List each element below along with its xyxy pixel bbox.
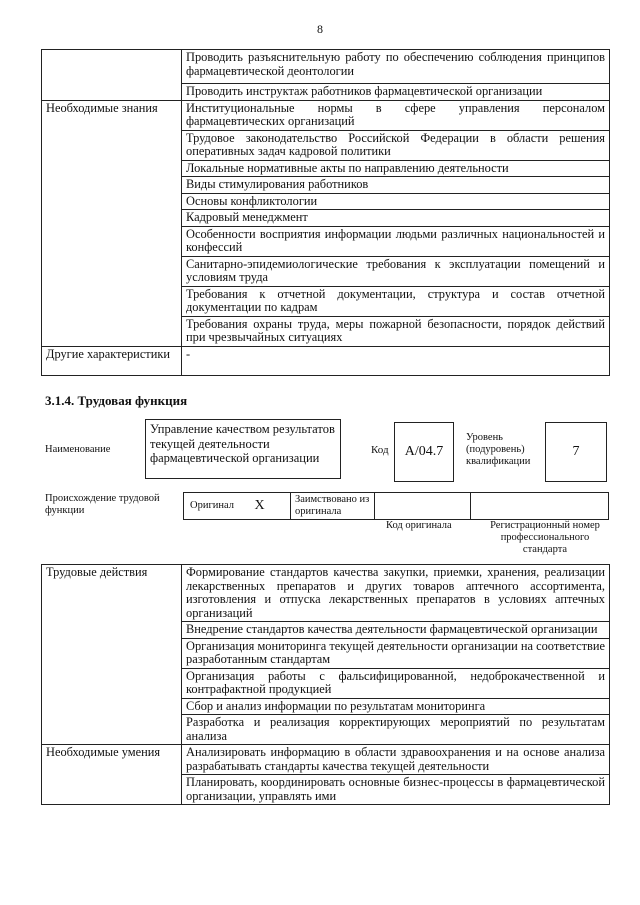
competency-table-top	[41, 49, 610, 376]
original-mark: X	[251, 493, 291, 520]
list-item: Проводить разъяснительную работу по обеспечению соблюдения принципов фармацевтической деонтологии	[182, 50, 610, 84]
function-name-box: Управление качеством результатов текущей деятельности фармацевтической организации	[145, 419, 341, 479]
list-item: Организация работы с фальсифицированной, недоброкачественной и контрафактной продукцией	[182, 668, 610, 698]
reg-number-cell	[471, 493, 609, 520]
code-original-cell	[375, 493, 471, 520]
borrowed-label: Заимствовано из оригинала	[291, 493, 375, 520]
origin-table	[183, 492, 609, 520]
list-item: Институциональные нормы в сфере управления персоналом фармацевтических организаций	[182, 100, 610, 130]
origin-label: Происхождение трудовой функции	[45, 493, 160, 516]
list-item: Санитарно-эпидемиологические требования к эксплуатации помещений и условиям труда	[182, 256, 610, 286]
code-label: Код	[371, 444, 389, 456]
list-item: Формирование стандартов качества закупки, приемки, хранения, реализации лекарственных препаратов и других товаров аптечного ассортимента, изготовления и отпуска лекарственных препаратов в условиях аптечных организаций	[182, 565, 610, 622]
list-item: Сбор и анализ информации по результатам мониторинга	[182, 698, 610, 715]
row-label-actions: Трудовые действия	[42, 565, 182, 745]
list-item: Виды стимулирования работников	[182, 177, 610, 194]
list-item: Требования к отчетной документации, структура и состав отчетной документации по кадрам	[182, 286, 610, 316]
table-row	[42, 565, 610, 622]
list-item: Основы конфликтологии	[182, 193, 610, 210]
table-row	[42, 100, 610, 130]
list-item: -	[182, 346, 610, 375]
list-item: Требования охраны труда, меры пожарной безопасности, порядок действий при чрезвычайных ситуациях	[182, 316, 610, 346]
list-item: Трудовое законодательство Российской Федерации в области решения оперативных задач кадровой политики	[182, 130, 610, 160]
list-item: Проводить инструктаж работников фармацевтической организации	[182, 84, 610, 101]
table-row	[42, 346, 610, 375]
name-label: Наименование	[45, 444, 111, 455]
list-item: Внедрение стандартов качества деятельности фармацевтической организации	[182, 622, 610, 639]
row-label-knowledge: Необходимые знания	[42, 100, 182, 346]
original-label: Оригинал	[184, 493, 251, 520]
list-item: Планировать, координировать основные бизнес-процессы в фармацевтической организации, управлять ими	[182, 775, 610, 805]
list-item: Локальные нормативные акты по направлению деятельности	[182, 160, 610, 177]
list-item: Организация мониторинга текущей деятельности организации на соответствие разработанным стандартам	[182, 638, 610, 668]
row-label-skills: Необходимые умения	[42, 745, 182, 805]
list-item: Кадровый менеджмент	[182, 210, 610, 227]
competency-table-bottom	[41, 564, 610, 805]
page-number: 8	[317, 22, 323, 36]
level-value-box: 7	[545, 422, 607, 482]
list-item: Анализировать информацию в области здравоохранения и на основе анализа разрабатывать стандарты качества текущей деятельности	[182, 745, 610, 775]
table-row	[42, 50, 610, 84]
table-row	[42, 745, 610, 775]
level-label: Уровень (подуровень) квалификации	[466, 432, 531, 467]
reg-number-caption: Регистрационный номер профессионального стандарта	[490, 520, 600, 555]
row-label	[42, 50, 182, 101]
section-title: 3.1.4. Трудовая функция	[45, 393, 188, 408]
row-label-other: Другие характеристики	[42, 346, 182, 375]
code-value-box: A/04.7	[394, 422, 454, 482]
list-item: Разработка и реализация корректирующих мероприятий по результатам анализа	[182, 715, 610, 745]
list-item: Особенности восприятия информации людьми различных национальностей и конфессий	[182, 226, 610, 256]
code-original-caption: Код оригинала	[386, 520, 452, 531]
